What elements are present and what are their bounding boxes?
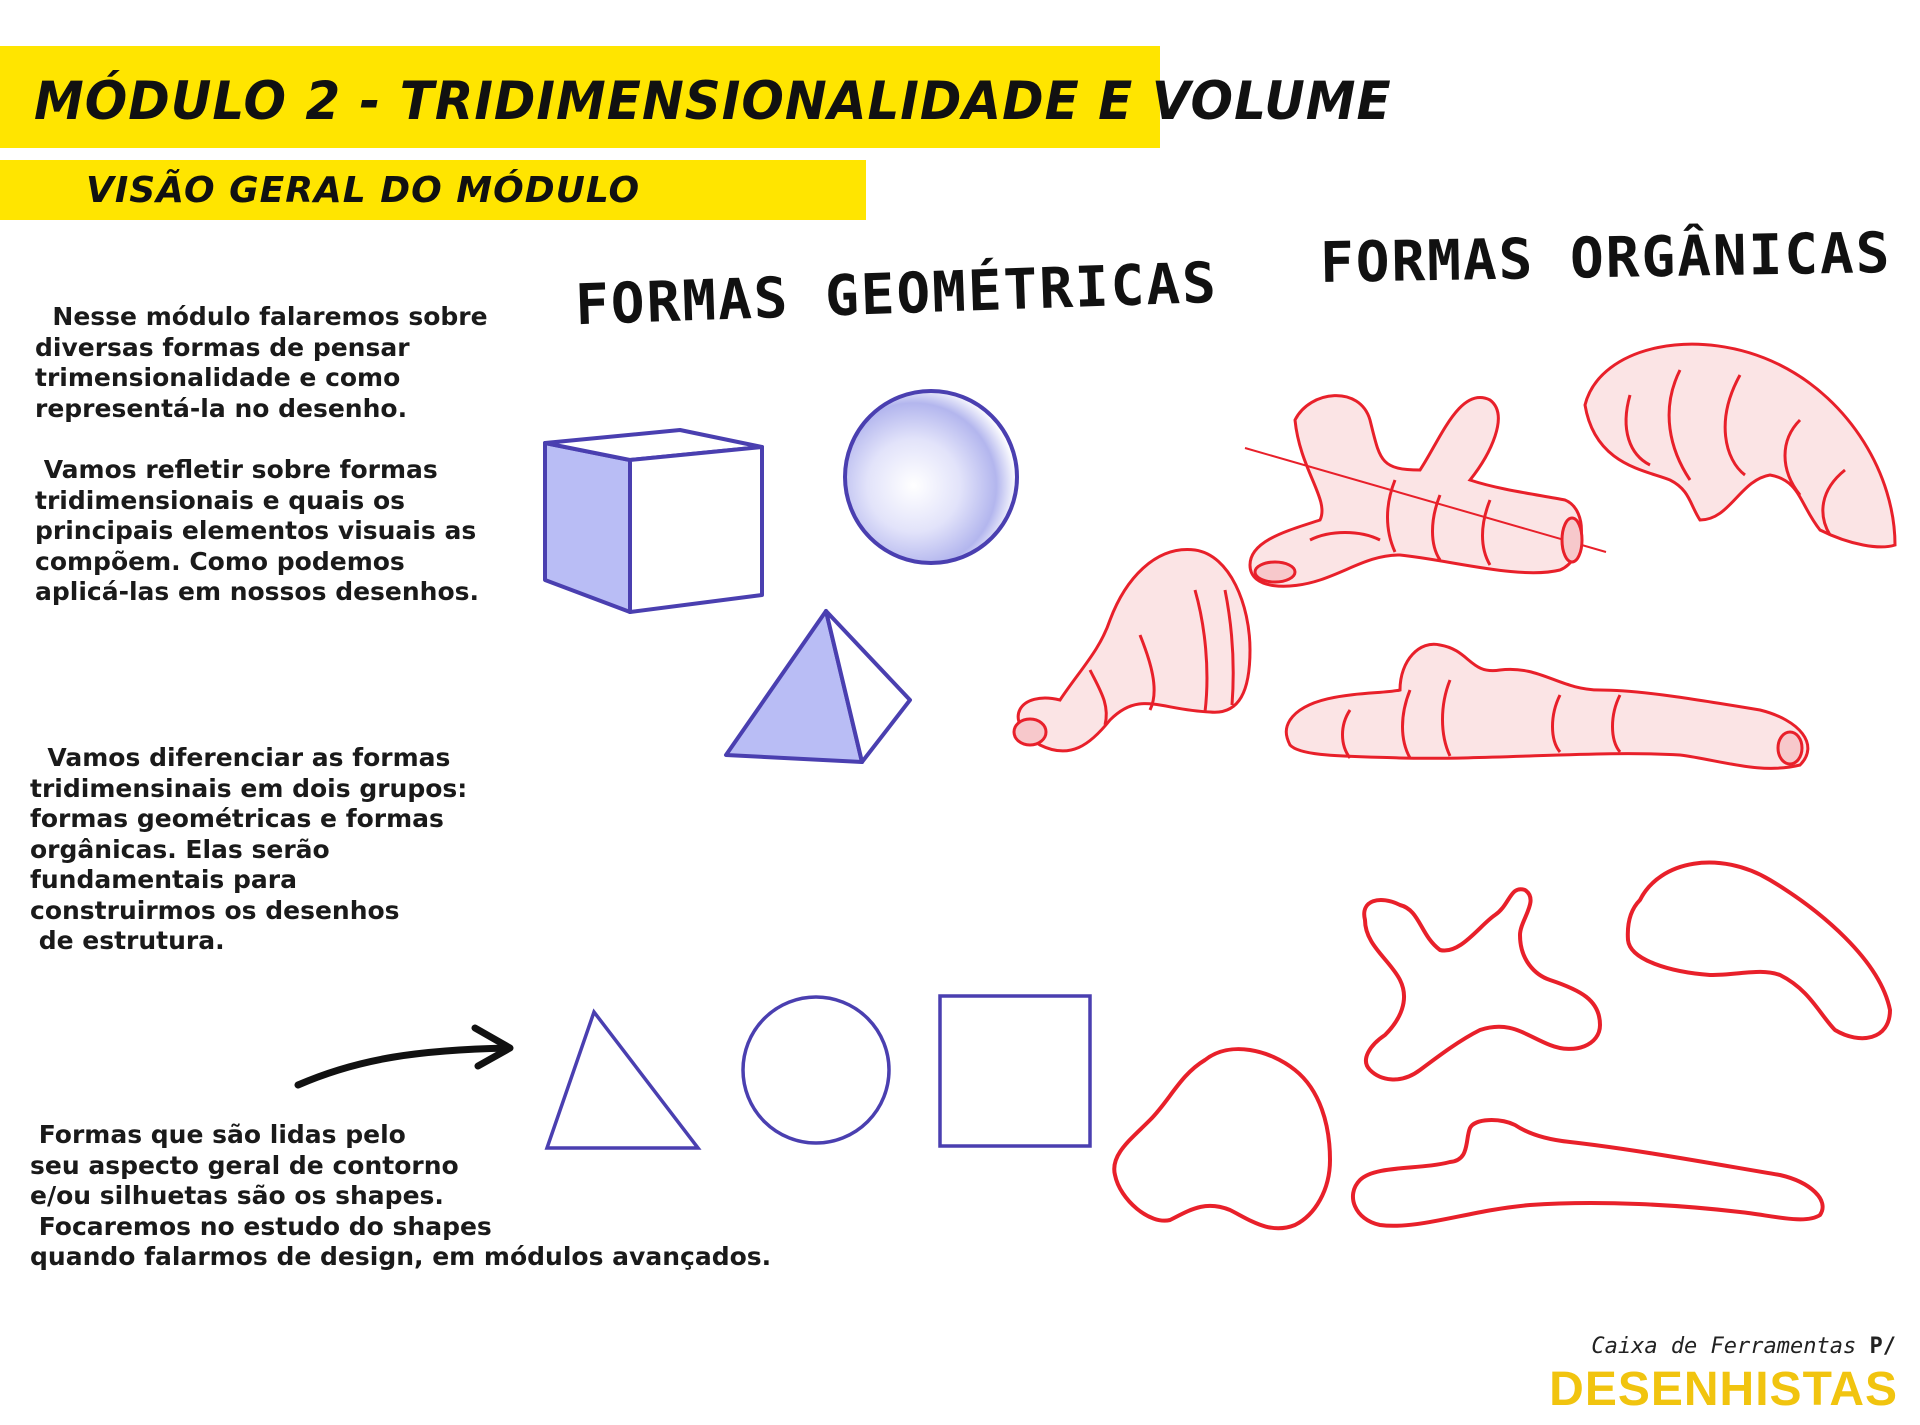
geometric-forms-title: FORMAS GEOMÉTRICAS bbox=[574, 250, 1219, 339]
triangle-icon bbox=[547, 1012, 698, 1148]
sphere-icon bbox=[845, 391, 1017, 563]
arrow-icon bbox=[298, 1028, 510, 1085]
organic-shapes-2d bbox=[1114, 863, 1890, 1229]
brand-tagline-suffix: P/ bbox=[1869, 1334, 1896, 1359]
brand-tagline: Caixa de Ferramentas P/ bbox=[1591, 1334, 1896, 1359]
organic-forms-3d bbox=[1014, 344, 1895, 768]
pyramid-icon bbox=[726, 611, 910, 762]
intro-paragraph: Nesse módulo falaremos sobre diversas formas de pensar trimensionalidade e como representá-la no desenho. bbox=[35, 302, 488, 423]
cube-icon bbox=[545, 430, 762, 612]
page-title: MÓDULO 2 - TRIDIMENSIONALIDADE E VOLUME bbox=[34, 70, 1392, 132]
brand-name: DESENHISTAS bbox=[1549, 1363, 1898, 1416]
square-icon bbox=[940, 996, 1090, 1146]
organic-forms-title: FORMAS ORGÂNICAS bbox=[1319, 221, 1892, 296]
shapes-paragraph: Formas que são lidas pelo seu aspecto geral de contorno e/ou silhuetas são os shapes. Focaremos no estudo do shapes quando falarmos de design, em módulos avançados. bbox=[30, 1120, 772, 1271]
differentiate-paragraph: Vamos diferenciar as formas tridimensinais em dois grupos: formas geométricas e formas orgânicas. Elas serão fundamentais para construirmos os desenhos de estrutura. bbox=[30, 743, 468, 955]
circle-icon bbox=[743, 997, 889, 1143]
reflect-paragraph: Vamos refletir sobre formas tridimensionais e quais os principais elementos visuais as compõem. Como podemos aplicá-las em nossos desenhos. bbox=[35, 455, 480, 606]
page-subtitle: VISÃO GERAL DO MÓDULO bbox=[86, 170, 641, 211]
